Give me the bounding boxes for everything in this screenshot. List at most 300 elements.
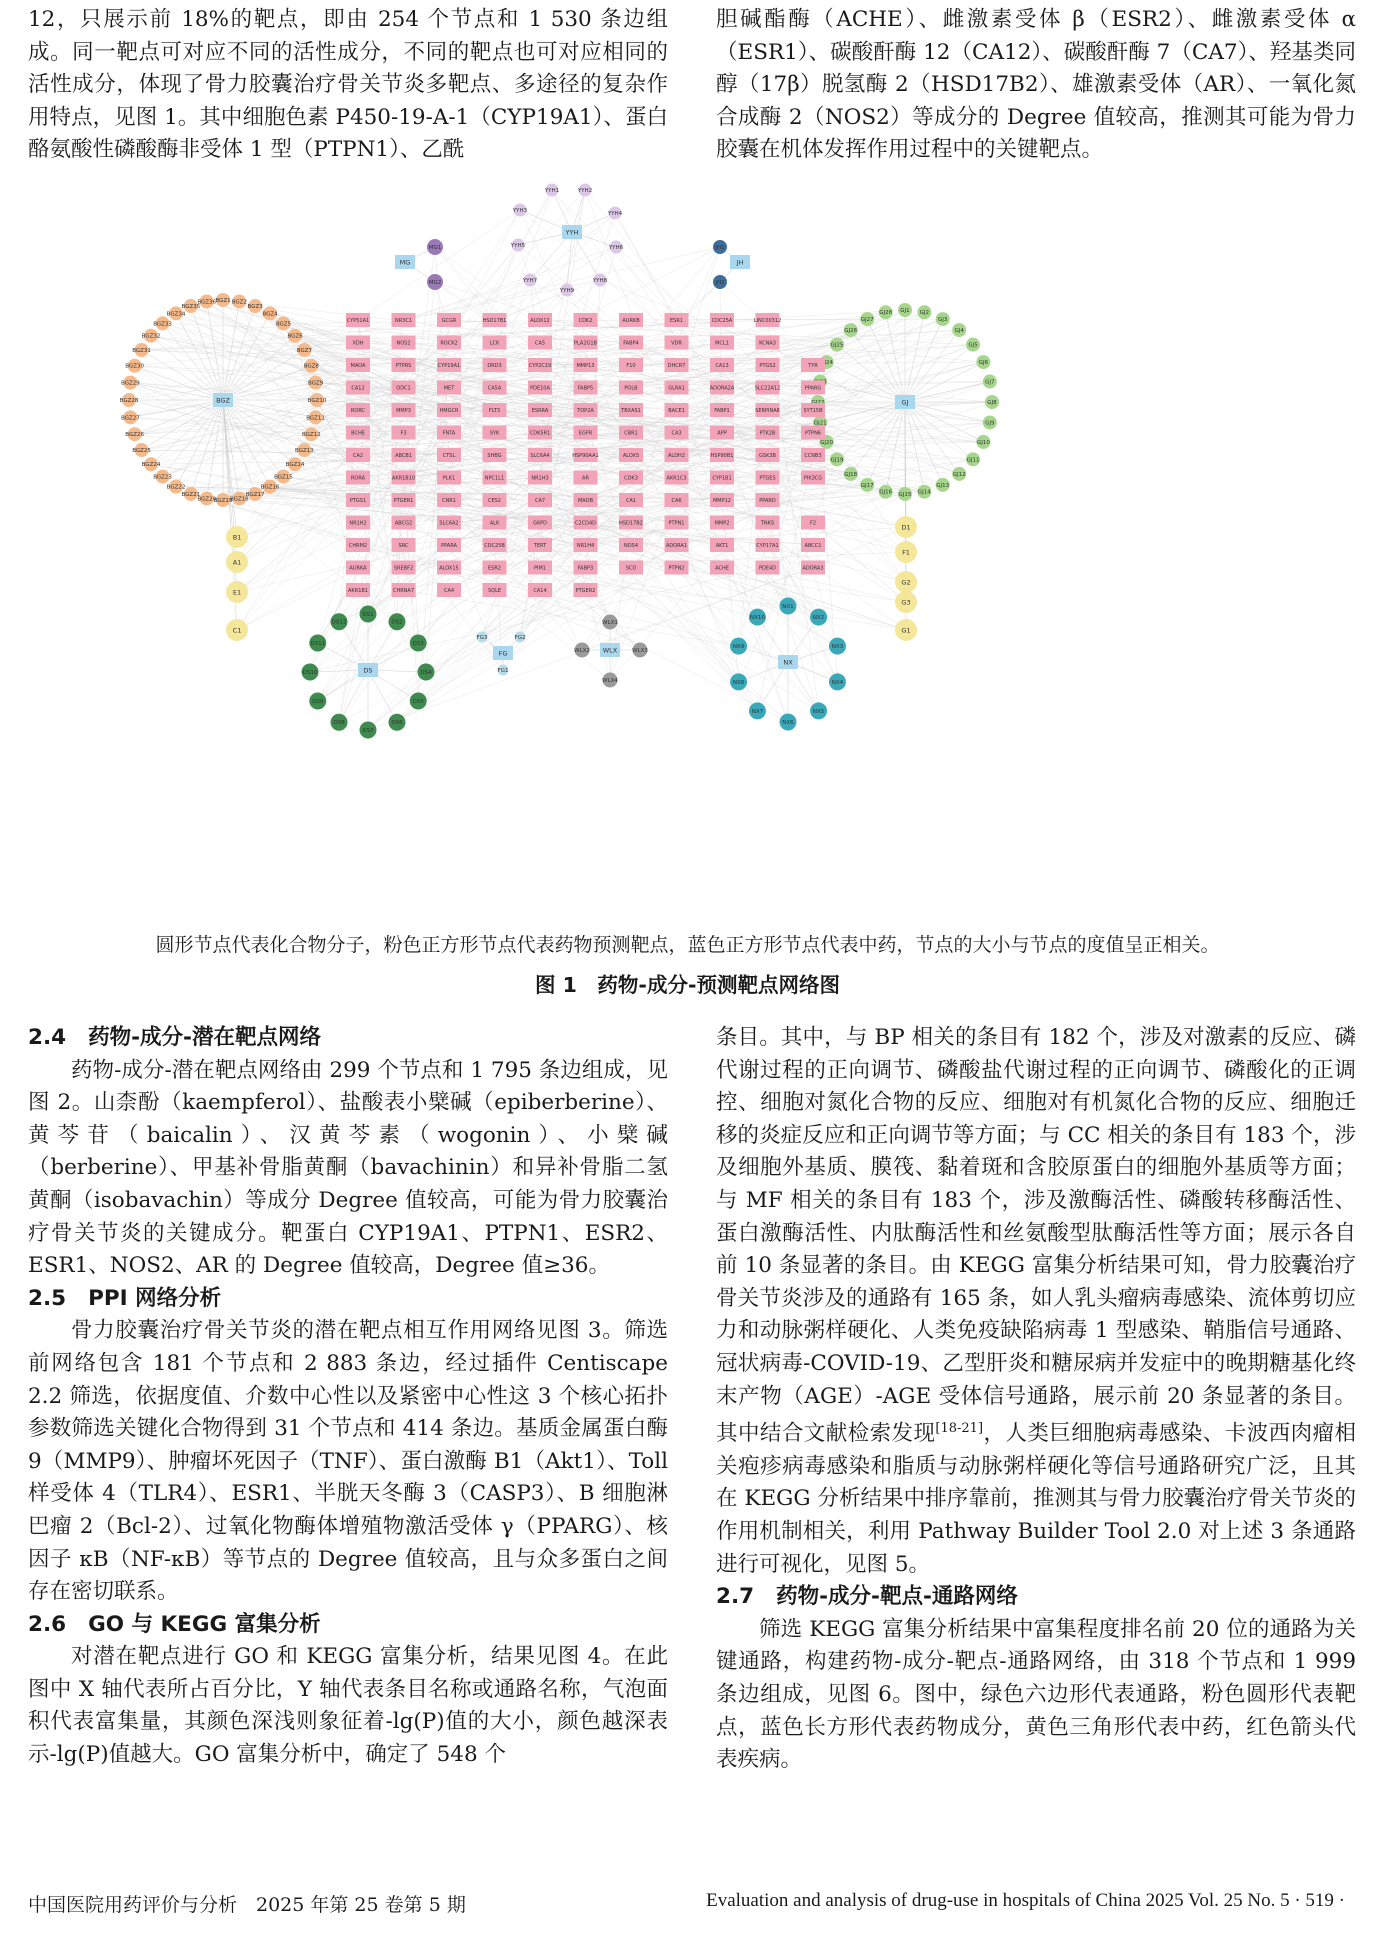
svg-text:FLT3: FLT3 <box>488 407 501 414</box>
target-node <box>392 358 416 372</box>
compound-node <box>142 329 161 343</box>
compound-node <box>544 184 559 197</box>
compound-node <box>309 693 326 710</box>
svg-text:AR: AR <box>582 475 589 482</box>
compound-node <box>895 516 917 538</box>
target-node <box>574 538 598 552</box>
target-node <box>756 448 780 462</box>
svg-text:ALDH2: ALDH2 <box>668 452 685 459</box>
target-node <box>756 561 780 575</box>
compound-node <box>360 606 377 623</box>
body-paragraph: 对潜在靶点进行 GO 和 KEGG 富集分析，结果见图 4。在此图中 X 轴代表所占百分比，Y 轴代表条目名称或通路名称，气泡面积代表富集量，其颜色深浅则象征着-lg(P)值的大小，颜色越深表示-lg(P)值越大。GO 富集分析中，确定了 548 个 <box>28 1644 668 1768</box>
svg-text:MMP12: MMP12 <box>712 497 732 504</box>
target-node <box>528 426 552 440</box>
compound-node <box>780 598 797 615</box>
svg-text:YYH7: YYH7 <box>522 277 538 284</box>
svg-text:F2: F2 <box>809 520 817 527</box>
target-node <box>346 583 370 597</box>
svg-text:MCL1: MCL1 <box>715 340 729 347</box>
herb-node-mg <box>395 255 415 269</box>
compound-node <box>966 452 980 466</box>
svg-text:GJ22: GJ22 <box>811 399 825 406</box>
svg-text:DHCR7: DHCR7 <box>667 362 686 369</box>
compound-node <box>577 184 592 197</box>
footer-journal-en: Evaluation and analysis of drug-use in hospitals of China 2025 Vol. 25 No. 5 · 519 · <box>706 1890 1345 1911</box>
target-node <box>801 426 825 440</box>
target-node <box>710 471 734 485</box>
svg-text:ALK: ALK <box>489 520 500 527</box>
target-node <box>756 471 780 485</box>
compound-node <box>983 375 997 389</box>
target-node <box>528 561 552 575</box>
compound-node <box>810 702 827 719</box>
target-node <box>710 493 734 507</box>
target-node <box>665 313 689 327</box>
target-node <box>437 358 461 372</box>
svg-text:YYH: YYH <box>565 228 579 237</box>
svg-text:CDC25A: CDC25A <box>711 317 733 324</box>
svg-text:BGZ26: BGZ26 <box>125 432 145 439</box>
svg-text:BCHE: BCHE <box>351 430 365 437</box>
svg-text:GJ16: GJ16 <box>879 489 893 496</box>
svg-text:MG: MG <box>399 258 411 267</box>
body-paragraph: 12，只展示前 18%的靶点，即由 254 个节点和 1 530 条边组成。同一靶点可对应不同的活性成分，不同的靶点也可对应相同的活性成分，体现了骨力胶囊治疗骨关节炎多靶点、多途径的复杂作用特点，见图 1。其中细胞色素 P450-19-A-1（CYP19A1）、蛋白酪氨酸性磷酸酶非受体 1 型（PTPN1）、乙酰 <box>28 7 668 163</box>
svg-text:CA3: CA3 <box>671 430 682 437</box>
compound-node <box>860 478 874 492</box>
target-node <box>392 313 416 327</box>
svg-text:NX6: NX6 <box>782 719 794 726</box>
target-node <box>528 403 552 417</box>
compound-node <box>879 305 893 319</box>
target-node <box>574 583 598 597</box>
svg-text:ALOX5: ALOX5 <box>622 452 640 459</box>
compound-node <box>983 415 997 429</box>
svg-text:CNR1: CNR1 <box>442 497 456 504</box>
svg-text:FABP3: FABP3 <box>577 565 594 572</box>
target-node <box>528 493 552 507</box>
target-node <box>710 403 734 417</box>
svg-text:YYH1: YYH1 <box>544 187 560 194</box>
target-node <box>665 448 689 462</box>
compound-node <box>308 376 324 390</box>
svg-text:BGZ17: BGZ17 <box>245 491 265 498</box>
svg-text:GJ4: GJ4 <box>954 327 964 334</box>
target-node <box>574 336 598 350</box>
svg-text:CA2: CA2 <box>352 452 364 459</box>
compound-node <box>132 443 151 457</box>
svg-text:PPARD: PPARD <box>759 497 776 504</box>
svg-text:HMGCR: HMGCR <box>439 407 459 414</box>
svg-text:TBXAS1: TBXAS1 <box>621 407 641 414</box>
svg-text:CA14: CA14 <box>533 587 547 594</box>
svg-text:BGZ31: BGZ31 <box>132 347 151 354</box>
svg-text:LCK: LCK <box>489 340 500 347</box>
target-node <box>483 538 507 552</box>
svg-text:SLC6A4: SLC6A4 <box>530 452 550 459</box>
svg-text:GJ11: GJ11 <box>966 457 980 464</box>
svg-text:G1: G1 <box>901 626 911 635</box>
svg-text:GJ17: GJ17 <box>860 482 874 489</box>
svg-text:PTPN1: PTPN1 <box>668 520 685 527</box>
target-node <box>801 516 825 530</box>
target-node <box>619 516 643 530</box>
svg-text:BGZ9: BGZ9 <box>307 380 324 387</box>
target-node <box>756 516 780 530</box>
target-node <box>665 493 689 507</box>
svg-text:DS1: DS1 <box>362 611 374 618</box>
target-node <box>710 448 734 462</box>
target-node <box>665 516 689 530</box>
compound-node <box>132 343 151 357</box>
target-node <box>483 448 507 462</box>
svg-text:GLRA1: GLRA1 <box>668 385 685 392</box>
svg-text:DS4: DS4 <box>420 669 432 676</box>
svg-text:BGZ23: BGZ23 <box>153 474 172 481</box>
svg-text:PLK1: PLK1 <box>442 475 456 482</box>
compound-node <box>226 551 248 573</box>
compound-node <box>498 665 509 676</box>
svg-text:FABP1: FABP1 <box>714 407 730 414</box>
svg-text:E1: E1 <box>232 588 242 597</box>
svg-text:KCNA3: KCNA3 <box>759 340 776 347</box>
svg-text:GJ28: GJ28 <box>879 310 893 317</box>
compound-node <box>844 467 858 481</box>
compound-node <box>879 485 893 499</box>
svg-text:F3: F3 <box>400 430 407 437</box>
target-node <box>801 538 825 552</box>
svg-text:BGZ29: BGZ29 <box>121 380 140 387</box>
target-node <box>755 381 781 395</box>
target-node <box>346 336 370 350</box>
target-node <box>346 448 370 462</box>
svg-text:CYP17A1: CYP17A1 <box>756 542 779 549</box>
svg-text:AURKA: AURKA <box>349 565 367 572</box>
compound-node <box>976 435 990 449</box>
svg-text:DS10: DS10 <box>302 669 318 676</box>
svg-text:AURKB: AURKB <box>622 317 640 324</box>
svg-text:GJ1: GJ1 <box>900 307 910 314</box>
footer-journal-cn: 中国医院用药评价与分析 2025 年第 25 卷第 5 期 <box>28 1894 466 1916</box>
compound-node <box>515 632 526 643</box>
compound-node <box>121 376 140 390</box>
compound-node <box>142 457 161 471</box>
svg-text:BGZ32: BGZ32 <box>141 333 161 340</box>
target-node <box>483 583 507 597</box>
target-node <box>754 313 781 327</box>
svg-text:C1: C1 <box>232 626 242 635</box>
svg-text:PTPRS: PTPRS <box>395 362 412 369</box>
target-node <box>483 561 507 575</box>
target-node <box>437 426 461 440</box>
compound-node <box>232 295 247 309</box>
svg-text:JH: JH <box>736 258 744 267</box>
svg-text:PLA2G1B: PLA2G1B <box>573 340 598 347</box>
target-node <box>392 561 416 575</box>
svg-text:BGZ6: BGZ6 <box>287 333 303 340</box>
target-node <box>437 381 461 395</box>
svg-text:NR3C1: NR3C1 <box>394 317 413 324</box>
svg-text:GJ19: GJ19 <box>830 457 844 464</box>
svg-text:HSD17B2: HSD17B2 <box>619 520 643 527</box>
svg-text:YYH9: YYH9 <box>559 287 575 294</box>
svg-text:AKR1C3: AKR1C3 <box>666 475 687 482</box>
compound-node <box>985 395 999 409</box>
target-node <box>346 516 370 530</box>
svg-text:CHRM2: CHRM2 <box>348 542 368 549</box>
svg-text:BGZ12: BGZ12 <box>301 432 321 439</box>
svg-text:PPARG: PPARG <box>804 385 822 392</box>
svg-text:ADORA3: ADORA3 <box>802 565 824 572</box>
svg-text:CBR1: CBR1 <box>624 430 638 437</box>
svg-text:PIK3CG: PIK3CG <box>803 475 823 482</box>
svg-text:SYK: SYK <box>489 430 500 437</box>
svg-text:GJ15: GJ15 <box>898 491 912 498</box>
svg-text:WLX: WLX <box>602 646 618 655</box>
svg-text:CA5: CA5 <box>534 340 546 347</box>
target-node <box>392 493 416 507</box>
target-node <box>574 516 598 530</box>
svg-text:LINC00312: LINC00312 <box>753 317 782 324</box>
section-heading-2-5: 2.5 PPI 网络分析 <box>28 1285 222 1311</box>
compound-node <box>331 613 348 630</box>
svg-text:PPARA: PPARA <box>441 542 457 549</box>
svg-text:HSP90AA1: HSP90AA1 <box>572 452 599 459</box>
network-edges <box>129 187 992 730</box>
target-node <box>528 313 552 327</box>
svg-text:GCGR: GCGR <box>441 317 457 324</box>
svg-text:NR1H2: NR1H2 <box>349 520 367 527</box>
svg-text:NX: NX <box>783 658 793 667</box>
target-node <box>619 336 643 350</box>
svg-text:MET: MET <box>443 385 455 392</box>
svg-text:BGZ27: BGZ27 <box>121 415 140 422</box>
svg-text:NX1: NX1 <box>782 603 794 610</box>
svg-text:MMP3: MMP3 <box>396 407 411 414</box>
svg-text:TERT: TERT <box>533 542 547 549</box>
svg-text:CTSL: CTSL <box>442 452 456 459</box>
svg-text:TOP2A: TOP2A <box>577 407 594 414</box>
target-node <box>483 516 507 530</box>
svg-text:BGZ33: BGZ33 <box>153 321 172 328</box>
svg-text:BGZ22: BGZ22 <box>166 484 186 491</box>
target-node <box>574 493 598 507</box>
svg-text:WLX4: WLX4 <box>602 677 618 684</box>
compound-node <box>522 274 538 287</box>
target-node <box>665 561 689 575</box>
svg-text:ESR1: ESR1 <box>670 317 683 324</box>
target-node <box>528 336 552 350</box>
compound-node <box>602 615 618 630</box>
svg-text:DS5: DS5 <box>412 698 424 705</box>
compound-node <box>602 673 618 688</box>
compound-node <box>844 323 858 337</box>
svg-text:NX8: NX8 <box>732 679 745 686</box>
svg-text:CHRNA7: CHRNA7 <box>392 587 415 594</box>
network-nodes <box>120 184 999 739</box>
target-node <box>483 358 507 372</box>
target-node <box>710 336 734 350</box>
target-node <box>346 403 370 417</box>
target-node <box>437 336 461 350</box>
target-node <box>574 381 598 395</box>
target-node <box>346 538 370 552</box>
svg-text:VDR: VDR <box>671 340 682 347</box>
target-node <box>346 471 370 485</box>
compound-node <box>389 613 406 630</box>
target-node <box>528 448 552 462</box>
compound-node <box>215 293 230 307</box>
svg-text:CA1: CA1 <box>625 497 637 504</box>
compound-node <box>780 714 797 731</box>
svg-text:BGZ21: BGZ21 <box>181 491 201 498</box>
target-node <box>392 336 416 350</box>
herb-node-jh <box>730 255 750 269</box>
top-left-column <box>28 4 668 167</box>
body-paragraph: 筛选 KEGG 富集分析结果中富集程度排名前 20 位的通路为关键通路，构建药物-成分-靶点-通路网络，由 318 个节点和 1 999 条边组成，见图 6。图中，绿色六边形代表通路，粉色圆形代表靶点，蓝色长方形代表药物成分，黄色三角形代表中药，红色箭头代表疾病。 <box>716 1616 1356 1773</box>
svg-text:SERPINA6: SERPINA6 <box>755 407 780 414</box>
compound-node <box>309 635 326 652</box>
svg-text:FG: FG <box>498 649 508 658</box>
target-node <box>392 516 416 530</box>
svg-text:AKR1B10: AKR1B10 <box>391 475 416 482</box>
target-node <box>710 538 734 552</box>
svg-text:BGZ14: BGZ14 <box>285 462 305 469</box>
svg-text:BGZ3: BGZ3 <box>247 303 263 310</box>
svg-text:SCD: SCD <box>625 565 637 572</box>
body-paragraph: 胆碱酯酶（ACHE）、雌激素受体 β（ESR2）、雌激素受体 α（ESR1）、碳酸酐酶 12（CA12）、碳酸酐酶 7（CA7）、羟基类同醇（17β）脱氢酶 2（HSD17B2）、雄激素受体（AR）、一氧化氮合成酶 2（NOS2）等成分的 Degree 值较高，推测其可能为骨力胶囊在机体发挥作用过程中的关键靶点。 <box>716 7 1356 163</box>
target-node <box>437 516 461 530</box>
target-node <box>483 471 507 485</box>
herb-node-ds <box>358 663 378 677</box>
compound-node <box>120 393 139 407</box>
svg-text:SLC22A12: SLC22A12 <box>754 385 781 392</box>
target-node <box>619 313 643 327</box>
svg-text:PTPN6: PTPN6 <box>804 430 822 437</box>
svg-text:ADORA1: ADORA1 <box>665 542 688 549</box>
svg-text:NPC1L1: NPC1L1 <box>484 475 505 482</box>
compound-node <box>410 635 427 652</box>
svg-text:PDE4D: PDE4D <box>758 565 777 572</box>
target-node <box>392 471 416 485</box>
compound-node <box>860 312 874 326</box>
target-node <box>572 448 598 462</box>
target-node <box>574 313 598 327</box>
svg-text:NX2: NX2 <box>812 615 825 622</box>
target-node <box>801 358 825 372</box>
svg-text:SQLE: SQLE <box>487 587 502 594</box>
svg-text:AKR1B1: AKR1B1 <box>348 587 368 594</box>
svg-text:CYP1B1: CYP1B1 <box>712 475 732 482</box>
svg-text:NR1H3: NR1H3 <box>531 475 549 482</box>
compound-node <box>574 643 590 658</box>
compound-node <box>121 410 140 424</box>
target-node <box>574 471 598 485</box>
svg-text:GJ27: GJ27 <box>860 317 874 324</box>
compound-node <box>895 571 917 593</box>
svg-text:BGZ35: BGZ35 <box>181 303 201 310</box>
compound-node <box>125 427 144 441</box>
svg-text:BGZ19: BGZ19 <box>213 497 233 504</box>
figure-caption: 圆形节点代表化合物分子，粉色正方形节点代表药物预测靶点，蓝色正方形节点代表中药，节点的大小与节点的度值呈正相关。 <box>155 934 1220 956</box>
compound-node <box>966 338 980 352</box>
svg-text:FG1: FG1 <box>497 667 509 674</box>
svg-text:G2: G2 <box>901 578 911 587</box>
compound-node <box>389 714 406 731</box>
compound-node <box>749 702 766 719</box>
svg-text:BGZ11: BGZ11 <box>306 415 325 422</box>
target-node <box>528 538 552 552</box>
svg-text:ALOX15: ALOX15 <box>439 565 459 572</box>
target-node <box>665 358 689 372</box>
target-node <box>392 538 416 552</box>
svg-text:F10: F10 <box>626 362 636 369</box>
svg-text:CA5A: CA5A <box>487 385 502 392</box>
svg-text:CA13: CA13 <box>715 362 729 369</box>
svg-text:YYH4: YYH4 <box>607 210 623 217</box>
svg-text:GJ7: GJ7 <box>985 379 995 386</box>
svg-text:ADORA2A: ADORA2A <box>709 385 735 392</box>
compound-node <box>730 673 747 690</box>
svg-text:CDK5R1: CDK5R1 <box>529 430 551 437</box>
herb-node-gj <box>895 395 915 409</box>
svg-text:CA12: CA12 <box>351 385 365 392</box>
svg-text:BGZ18: BGZ18 <box>229 496 249 503</box>
svg-text:MMP2: MMP2 <box>714 520 730 527</box>
svg-text:CCNB3: CCNB3 <box>804 452 822 459</box>
compound-node <box>895 591 917 613</box>
svg-text:NOS2: NOS2 <box>396 340 411 347</box>
figure-title: 图 1 药物-成分-预测靶点网络图 <box>535 973 840 997</box>
svg-text:CDK2: CDK2 <box>578 317 593 324</box>
svg-text:YYH5: YYH5 <box>510 242 526 249</box>
svg-text:YYH8: YYH8 <box>592 277 608 284</box>
svg-text:BGZ28: BGZ28 <box>119 397 139 404</box>
target-node <box>528 516 552 530</box>
svg-text:PTK2B: PTK2B <box>759 430 776 437</box>
svg-text:CES2: CES2 <box>487 497 502 504</box>
compound-node <box>917 305 931 319</box>
svg-text:BGZ: BGZ <box>216 396 230 405</box>
svg-text:FG3: FG3 <box>476 634 488 641</box>
target-node <box>619 561 643 575</box>
target-node <box>755 403 780 417</box>
svg-text:DS9: DS9 <box>312 698 324 705</box>
herb-node-yyh <box>562 225 582 239</box>
compound-node <box>810 609 827 626</box>
svg-text:CDK3: CDK3 <box>624 475 638 482</box>
compound-node <box>295 443 314 457</box>
target-node <box>528 471 552 485</box>
svg-text:GSK3B: GSK3B <box>759 452 776 459</box>
svg-text:ABCB1: ABCB1 <box>395 452 412 459</box>
svg-text:BGZ2: BGZ2 <box>231 299 247 306</box>
svg-text:BGZ1: BGZ1 <box>215 297 231 304</box>
target-node <box>437 561 461 575</box>
svg-text:DS3: DS3 <box>412 640 424 647</box>
target-node <box>392 403 416 417</box>
compound-node <box>952 467 966 481</box>
svg-text:GJ24: GJ24 <box>820 360 834 367</box>
herb-node-nx <box>778 655 798 669</box>
target-node <box>665 381 689 395</box>
svg-text:PTGS2: PTGS2 <box>759 362 776 369</box>
svg-text:SREBF2: SREBF2 <box>393 565 414 572</box>
svg-text:CYP51A1: CYP51A1 <box>346 317 370 324</box>
compound-node <box>226 526 248 548</box>
target-node <box>437 493 461 507</box>
target-node <box>528 358 552 372</box>
target-node <box>619 381 643 395</box>
